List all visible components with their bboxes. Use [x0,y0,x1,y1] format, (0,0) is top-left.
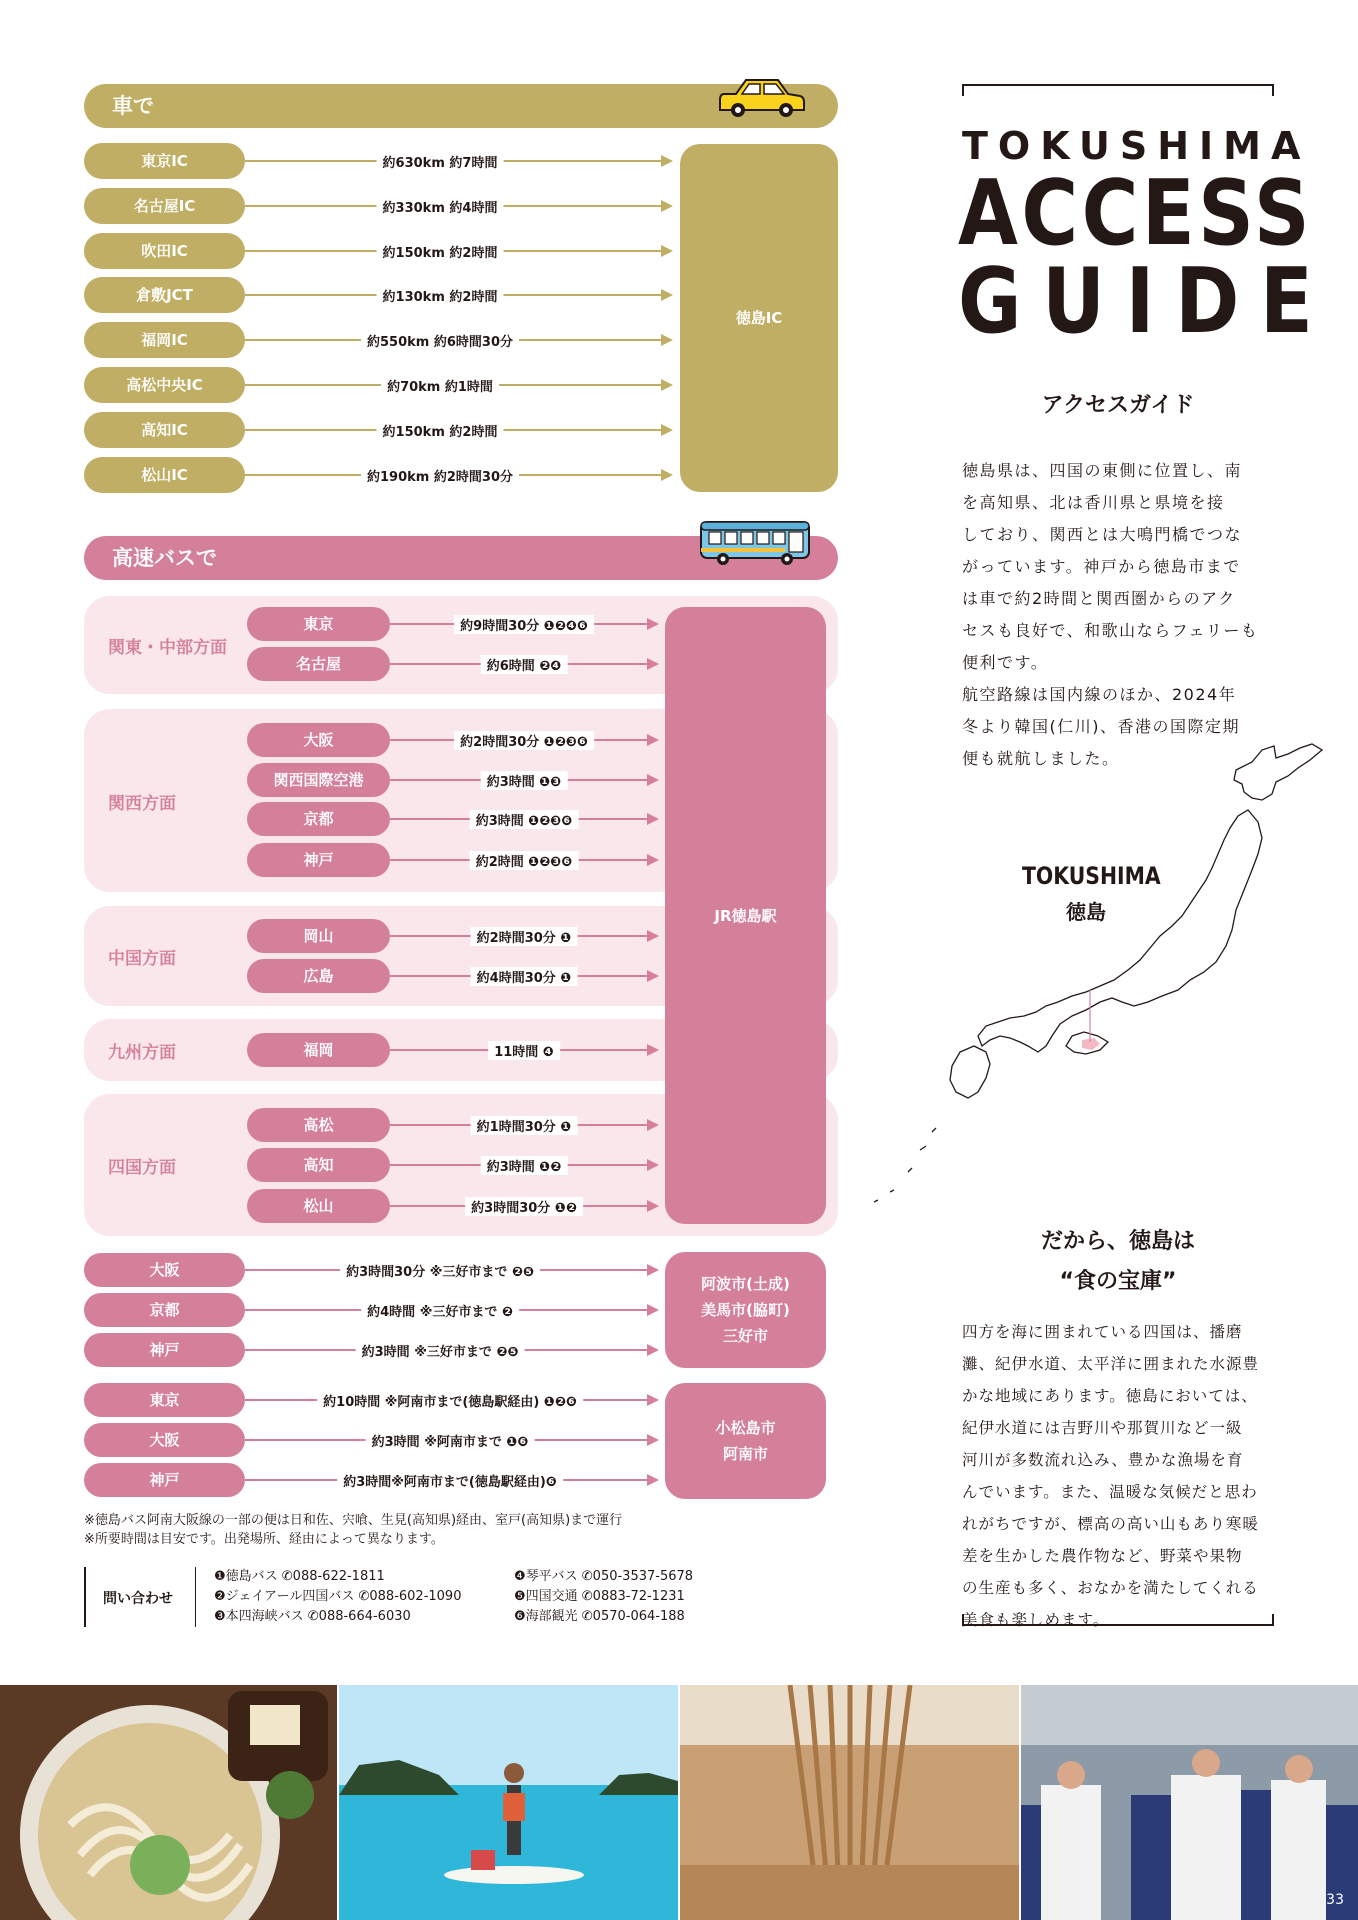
arrowhead [647,1264,659,1276]
intro-paragraph [962,455,1282,775]
paddleboard-photo [339,1685,678,1920]
arrowhead [647,774,659,786]
arrowhead [647,854,659,866]
bus-origin: 高松 [247,1108,390,1142]
region-name: 中国方面 [108,949,176,969]
contact-label-divider [84,1567,86,1627]
map-label-jp: 徳島 [1066,900,1106,924]
bus-origin: 京都 [84,1293,245,1327]
bus-origin: 神戸 [84,1463,245,1497]
route-time: 約3時間 ※阿南市まで ❶❻ [366,1431,535,1450]
route-time: 約3時間 ※三好市まで ❷❺ [356,1341,525,1360]
car-origin: 東京IC [84,143,245,179]
guide-title-small: TOKUSHIMA [962,124,1311,168]
route-time: 約330km 約4時間 [377,197,504,216]
bracket-bottom [962,1614,1274,1626]
arrowhead [647,1044,659,1056]
car-origin: 高知IC [84,412,245,448]
bus-origin: 広島 [247,959,390,993]
route-time: 約3時間 ❶❸ [481,771,568,790]
car-origin: 松山IC [84,457,245,493]
footnote: ※所要時間は目安です。出発場所、経由によって異なります。 [84,1532,444,1547]
food-line: んでいます。また、温暖な気候だと思わ [962,1483,1258,1501]
bus-origin: 岡山 [247,919,390,953]
route-time: 約630km 約7時間 [377,152,504,171]
intro-line: がっています。神戸から徳島市まで [962,557,1241,576]
intro-line: は車で約2時間と関西圏からのアク [962,589,1236,608]
route-time: 約150km 約2時間 [377,421,504,440]
intro-line: 便も就航しました。 [962,749,1120,768]
bus-destination: JR徳島駅 [665,607,826,1224]
miyoshi-destination [665,1252,826,1368]
contact-column-1 [214,1567,461,1627]
bus-origin: 福岡 [247,1033,390,1067]
food-line: 四方を海に囲まれている四国は、播磨 [962,1323,1243,1341]
bus-icon [697,518,815,568]
intro-line: を高知県、北は香川県と県境を接 [962,493,1225,512]
contact-divider [195,1567,196,1627]
arrowhead [647,970,659,982]
food-line: の生産も多く、おなかを満たしてくれる [962,1579,1259,1597]
bus-origin: 神戸 [84,1333,245,1367]
arrowhead [661,200,673,212]
arrowhead [661,245,673,257]
wooden-building-photo [680,1685,1019,1920]
arrowhead [647,930,659,942]
bus-origin: 大阪 [247,723,390,757]
contact-label: 問い合わせ [103,1591,173,1607]
food-heading-2: “食の宝庫” [1059,1269,1177,1294]
car-origin: 倉敷JCT [84,277,245,313]
food-paragraph [962,1316,1282,1636]
intro-line: セスも良好で、和歌山ならフェリーも [962,621,1259,640]
contact-item: ❷ジェイアール四国バス ✆088-602-1090 [214,1589,462,1604]
arrowhead [647,1434,659,1446]
arrowhead [647,1200,659,1212]
arrowhead [647,813,659,825]
route-time: 約3時間30分 ※三好市まで ❷❺ [340,1261,540,1280]
guide-title-guide: GUIDE [958,249,1334,354]
intro-line: 便利です。 [962,653,1049,672]
contact-item: ❻海部観光 ✆0570-064-188 [514,1609,685,1624]
route-time: 約150km 約2時間 [377,242,504,261]
food-heading-1: だから、徳島は [1040,1229,1195,1254]
arrowhead [647,1119,659,1131]
contact-item: ❹琴平バス ✆050-3537-5678 [514,1569,694,1584]
food-line: 紀伊水道には吉野川や那賀川など一級 [962,1419,1243,1437]
route-time: 約3時間 ❶❷❸❻ [470,810,579,829]
route-time: 約9時間30分 ❶❷❹❻ [454,615,594,634]
route-time: 約2時間30分 ❶ [471,927,578,946]
arrowhead [647,1394,659,1406]
footnotes [84,1511,622,1549]
arrowhead [661,379,673,391]
food-line: 美食も楽しめます。 [962,1611,1110,1629]
arrowhead [661,334,673,346]
route-time: 約4時間 ※三好市まで ❷ [361,1301,519,1320]
route-time: 約3時間 ❶❷ [481,1156,568,1175]
intro-line: 航空路線は国内線のほか、2024年 [962,685,1237,704]
bus-origin: 大阪 [84,1253,245,1287]
bus-origin: 大阪 [84,1423,245,1457]
route-time: 約550km 約6時間30分 [361,331,519,350]
route-time: 約190km 約2時間30分 [361,466,519,485]
bus-origin: 神戸 [247,843,390,877]
route-time: 11時間 ❹ [488,1041,560,1060]
food-line: 灘、紀伊水道、太平洋に囲まれた水源豊 [962,1355,1260,1373]
japan-map [860,740,1340,1220]
contact-column-2 [514,1567,693,1627]
contact-item: ❶徳島バス ✆088-622-1811 [214,1569,385,1584]
awa-odori-photo [1021,1685,1358,1920]
route-time: 約2時間30分 ❶❷❸❻ [454,731,594,750]
arrowhead [661,155,673,167]
food-line: れがちですが、標高の高い山もあり寒暖 [962,1515,1259,1533]
car-origin: 高松中央IC [84,367,245,403]
route-time: 約4時間30分 ❶ [471,967,578,986]
contact-item: ❺四国交通 ✆0883-72-1231 [514,1589,685,1604]
route-time: 約2時間 ❶❷❸❻ [470,851,579,870]
region-name: 関西方面 [108,793,176,814]
food-line: 差を生かした農作物など、野菜や果物 [962,1547,1243,1565]
dest-line-3: 三好市 [722,1327,768,1345]
footnote: ※徳島バス阿南大阪線の一部の便は日和佐、宍喰、生見(高知県)経由、室戸(高知県)まで運行 [84,1513,623,1528]
route-time: 約3時間※阿南市まで(徳島駅経由)❻ [337,1471,563,1490]
route-time: 約3時間30分 ❶❷ [465,1197,583,1216]
arrowhead [647,618,659,630]
food-line: 河川が多数流れ込み、豊かな漁場を育 [962,1451,1244,1469]
car-origin: 吹田IC [84,233,245,269]
arrowhead [661,289,673,301]
intro-line: 徳島県は、四国の東側に位置し、南 [962,461,1243,480]
arrowhead [647,1159,659,1171]
route-time: 約130km 約2時間 [377,286,504,305]
arrowhead [647,1474,659,1486]
intro-line: 冬より韓国(仁川)、香港の国際定期 [962,717,1240,736]
bus-origin: 東京 [84,1383,245,1417]
bus-origin: 関西国際空港 [247,763,390,797]
route-time: 約10時間 ※阿南市まで(徳島駅経由) ❶❷❻ [317,1391,583,1410]
map-label-en: TOKUSHIMA [1022,862,1161,890]
arrowhead [661,424,673,436]
bus-origin: 名古屋 [247,647,390,681]
arrowhead [647,734,659,746]
car-section-title: 車で [112,94,154,118]
route-time: 約6時間 ❷❹ [481,655,568,674]
contact-item: ❸本四海峡バス ✆088-664-6030 [214,1609,411,1624]
arrowhead [647,1304,659,1316]
dest-line-2: 阿南市 [722,1445,768,1463]
guide-subtitle: アクセスガイド [1041,393,1195,418]
car-origin: 福岡IC [84,322,245,358]
bus-section-title: 高速バスで [112,546,217,570]
dest-line-1: 小松島市 [715,1419,776,1437]
bus-origin: 松山 [247,1189,390,1223]
region-name: 関東・中部方面 [108,638,227,658]
guide-title-access: ACCESS [958,161,1314,266]
arrowhead [647,1344,659,1356]
bus-origin: 高知 [247,1148,390,1182]
arrowhead [661,469,673,481]
dest-line-2: 美馬市(脇町) [701,1301,790,1319]
udon-photo [0,1685,337,1920]
region-name: 九州方面 [108,1043,176,1063]
car-origin: 名古屋IC [84,188,245,224]
dest-line-1: 阿波市(土成) [701,1275,790,1293]
route-time: 約1時間30分 ❶ [471,1116,578,1135]
anan-destination [665,1383,826,1499]
food-line: かな地域にあります。徳島においては、 [962,1387,1258,1405]
car-icon [716,72,808,122]
bracket-top [962,84,1274,96]
intro-line: しており、関西とは大鳴門橋でつな [962,525,1243,544]
page-number: 33 [1326,1892,1344,1908]
bus-origin: 京都 [247,802,390,836]
bus-origin: 東京 [247,607,390,641]
arrowhead [647,658,659,670]
car-destination: 徳島IC [680,144,838,492]
region-name: 四国方面 [108,1158,176,1178]
route-time: 約70km 約1時間 [381,376,499,395]
